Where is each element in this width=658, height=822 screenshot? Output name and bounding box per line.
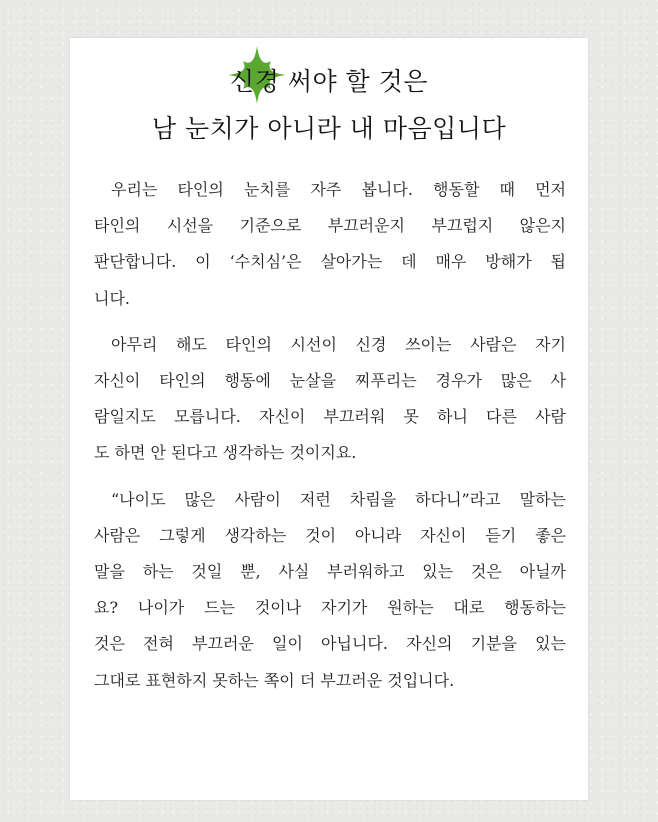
text-line: 우리는 타인의 눈치를 자주 봅니다. 행동할 때 먼저	[111, 180, 566, 199]
body-text	[94, 172, 566, 709]
title-line-1: 신경 써야 할 것은	[230, 67, 428, 96]
text-line: 람일지도 모릅니다. 자신이 부끄러워 못 하니 다른 사람	[94, 407, 566, 427]
text-line: 타인의 시선을 기준으로 부끄러운지 부끄럽지 않은지	[94, 216, 566, 236]
book-page	[70, 38, 588, 800]
text-line: 말을 하는 것일 뿐, 사실 부러워하고 있는 것은 아닐까	[94, 562, 566, 582]
paragraph-2	[94, 327, 566, 472]
text-line: 요? 나이가 드는 것이나 자기가 원하는 대로 행동하는	[94, 598, 566, 618]
text-line: 아무리 해도 타인의 시선이 신경 쓰이는 사람은 자기	[111, 334, 566, 354]
title-line-2: 남 눈치가 아니라 내 마음입니다	[151, 114, 507, 143]
text-line: 자신이 타인의 행동에 눈살을 찌푸리는 경우가 많은 사	[94, 371, 566, 391]
text-line: 것은 전혀 부끄러운 일이 아닙니다. 자신의 기분을 있는	[94, 634, 566, 654]
text-line: 그대로 표현하지 못하는 쪽이 더 부끄러운 것입니다.	[94, 670, 455, 690]
paragraph-3	[94, 482, 566, 699]
text-line: 판단합니다. 이 ‘수치심’은 살아가는 데 매우 방해가 됩	[94, 252, 566, 272]
text-line: 도 하면 안 된다고 생각하는 것이지요.	[94, 443, 357, 463]
text-line: 니다.	[94, 288, 130, 308]
page-title	[70, 58, 588, 152]
text-line: “나이도 많은 사람이 저런 차림을 하다니”라고 말하는	[111, 489, 566, 509]
text-line: 사람은 그렇게 생각하는 것이 아니라 자신이 듣기 좋은	[94, 525, 566, 545]
paragraph-1	[94, 172, 566, 317]
